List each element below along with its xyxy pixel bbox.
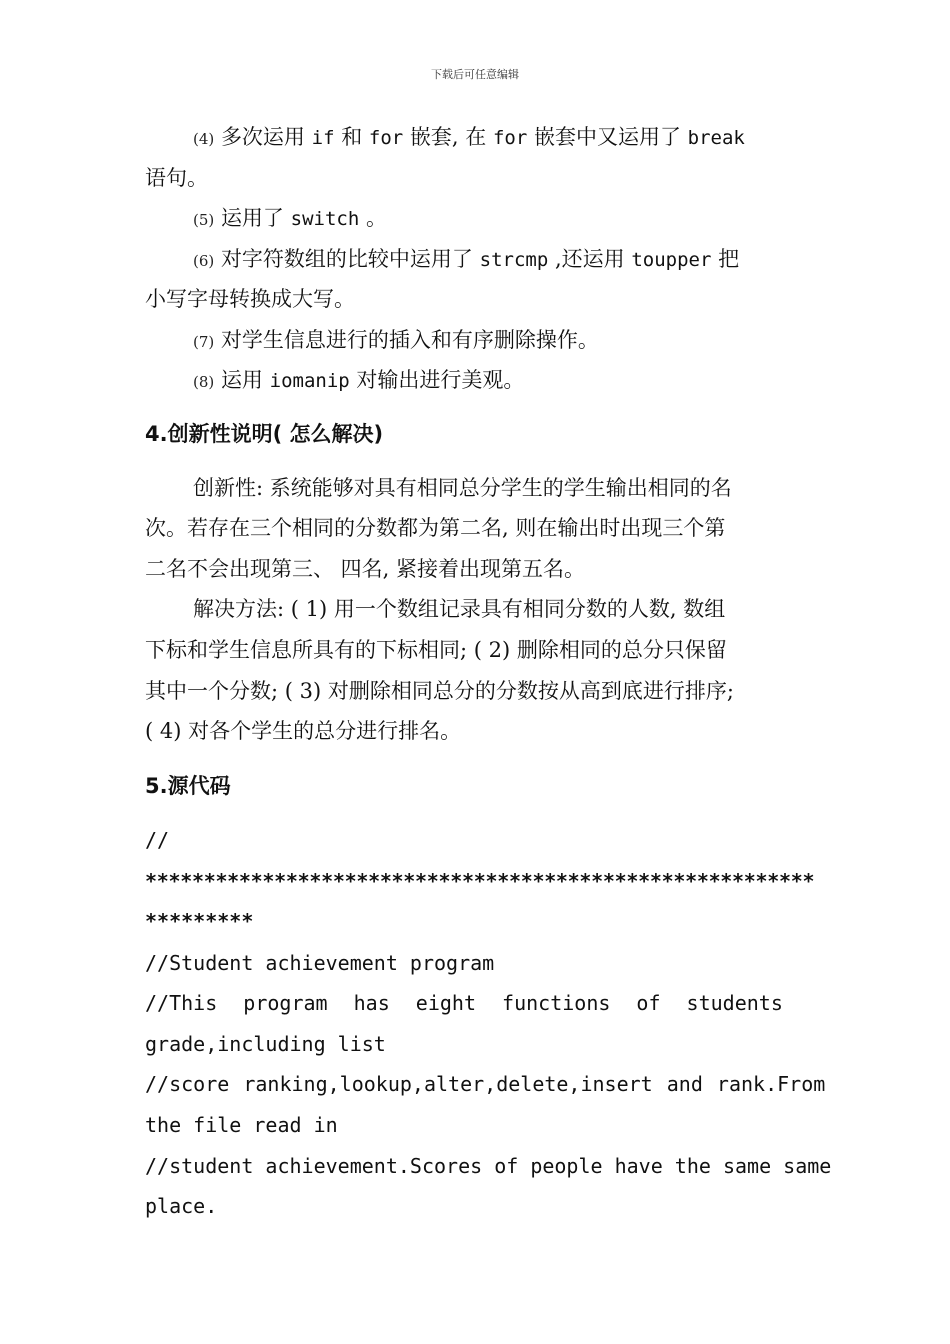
- solution-paragraph-line: 其中一个分数; ( 3) 对删除相同总分的分数按从高到底进行排序;: [145, 679, 734, 703]
- code-line: //This program has eight functions of students: [145, 991, 783, 1015]
- code-line: grade,including list: [145, 1032, 386, 1056]
- feature-item-6: (6) 对字符数组的比较中运用了 strcmp ,还运用 toupper 把: [193, 247, 740, 271]
- code-line: the file read in: [145, 1113, 338, 1137]
- section-5-heading: 5.源代码: [145, 774, 231, 798]
- innovation-paragraph-line: 创新性: 系统能够对具有相同总分学生的学生输出相同的名: [193, 476, 732, 500]
- feature-item-8: (8) 运用 iomanip 对输出进行美观。: [193, 368, 525, 392]
- solution-paragraph-line: 解决方法: ( 1) 用一个数组记录具有相同分数的人数, 数组: [193, 597, 726, 621]
- innovation-paragraph-line: 次。若存在三个相同的分数都为第二名, 则在输出时出现三个第: [145, 516, 726, 540]
- code-line: *********: [145, 909, 254, 933]
- feature-item-4-cont: 语句。: [145, 166, 208, 190]
- code-line: //student achievement.Scores of people have the same same: [145, 1154, 832, 1178]
- feature-item-6-cont: 小写字母转换成大写。: [145, 287, 355, 311]
- code-line: //score ranking,lookup,alter,delete,insert and rank.From: [145, 1072, 826, 1096]
- code-line: //Student achievement program: [145, 951, 495, 975]
- page-header: 下载后可任意编辑: [431, 68, 519, 81]
- feature-item-4: (4) 多次运用 if 和 for 嵌套, 在 for 嵌套中又运用了 break: [193, 125, 745, 149]
- feature-item-7: (7) 对学生信息进行的插入和有序删除操作。: [193, 328, 599, 352]
- code-line: place.: [145, 1194, 218, 1218]
- innovation-paragraph-line: 二名不会出现第三、 四名, 紧接着出现第五名。: [145, 557, 586, 581]
- solution-paragraph-line: ( 4) 对各个学生的总分进行排名。: [145, 719, 462, 743]
- section-4-heading: 4.创新性说明( 怎么解决): [145, 422, 384, 446]
- code-line: //: [145, 828, 170, 852]
- code-line: *********************************************************: [145, 869, 815, 893]
- solution-paragraph-line: 下标和学生信息所具有的下标相同; ( 2) 删除相同的总分只保留: [145, 638, 727, 662]
- feature-item-5: (5) 运用了 switch 。: [193, 206, 387, 230]
